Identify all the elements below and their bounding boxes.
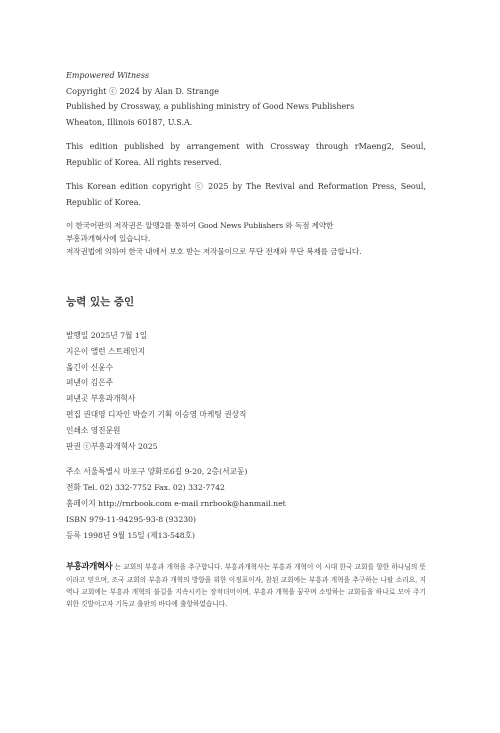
notice-line: 이 한국어판의 저작권은 알맹2를 통하여 Good News Publishers 와 독점 계약한 (66, 221, 334, 230)
isbn-line: ISBN 979-11-94295-93-8 (93230) (66, 514, 196, 524)
english-copyright-block (66, 68, 426, 210)
book-title: Empowered Witness (66, 71, 150, 80)
address-line: 주소 서울특별시 마포구 양화로6길 9-20, 2층(서교동) (66, 467, 248, 477)
korean-notice-block (66, 219, 426, 258)
korean-edition-paragraph: This Korean edition copyright ⓒ 2025 by The Revival and Reformation Press, Seoul, Republic of Korea. (66, 182, 426, 207)
about-text: 는 교회의 부흥과 개혁을 추구합니다. 부흥과개혁사는 부흥과 개혁이 이 시대 한국 교회를 향한 하나님의 뜻이라고 믿으며, 조국 교회의 부흥과 개혁의 방향을 위한 이정표이자, 참된 교회에는 부흥과 개혁을 추구하는 나팔 소리요, 지역나 교회에는 부흥과 개혁의 불길을 지속시키는 장작더미이며, 부흥과 개혁을 꿈꾸며 소망하는 교회들을 하나로 모아 주기 위한 깃발이고자 기독교 출판의 바다에 출항하였습니다. (66, 563, 426, 608)
korean-book-title: 능력 있는 증인 (66, 296, 135, 308)
copyright-page (66, 68, 426, 610)
notice-line: 저작권법에 의하여 한국 내에서 보호 받는 저작물이므로 무단 전재와 무단 복제를 금합니다. (66, 247, 362, 256)
homepage-line: 홈페이지 http://rnrbook.com e-mail rnrbook@hanmail.net (66, 498, 286, 508)
publisher-line: Published by Crossway, a publishing ministry of Good News Publishers (66, 102, 355, 111)
registration-line: 등록 1998년 9월 15일 (제13-548호) (66, 530, 196, 540)
phone-line: 전화 Tel. 02) 332-7752 Fax. 02) 332-7742 (66, 483, 225, 493)
arrangement-paragraph: This edition published by arrangement with Crossway through rMaeng2, Seoul, Republic of Korea. All rights reserved. (66, 142, 426, 167)
publisher-about (66, 561, 426, 610)
credit-line: 판권 ⓒ부흥과개혁사 2025 (66, 441, 158, 451)
contact-block (66, 464, 426, 543)
copyright-line: Copyright ⓒ 2024 by Alan D. Strange (66, 86, 219, 96)
credit-line: 펴낸이 김은주 (66, 378, 114, 388)
credits-block (66, 328, 426, 454)
credit-line: 편집 권대영 디자인 박슬기 기획 이승영 마케팅 권상직 (66, 409, 247, 419)
credit-line: 옮긴이 신윤수 (66, 362, 114, 372)
credit-line: 지은이 앨런 스트레인지 (66, 346, 146, 356)
credit-line: 발행일 2025년 7월 1일 (66, 331, 148, 340)
notice-line: 부흥과개혁사에 있습니다. (66, 234, 151, 243)
credit-line: 펴낸곳 부흥과개혁사 (66, 394, 136, 404)
credit-line: 인쇄소 영진문원 (66, 425, 121, 435)
publisher-logo: 부흥과개혁사 (66, 562, 113, 573)
location-line: Wheaton, Illinois 60187, U.S.A. (66, 117, 193, 127)
